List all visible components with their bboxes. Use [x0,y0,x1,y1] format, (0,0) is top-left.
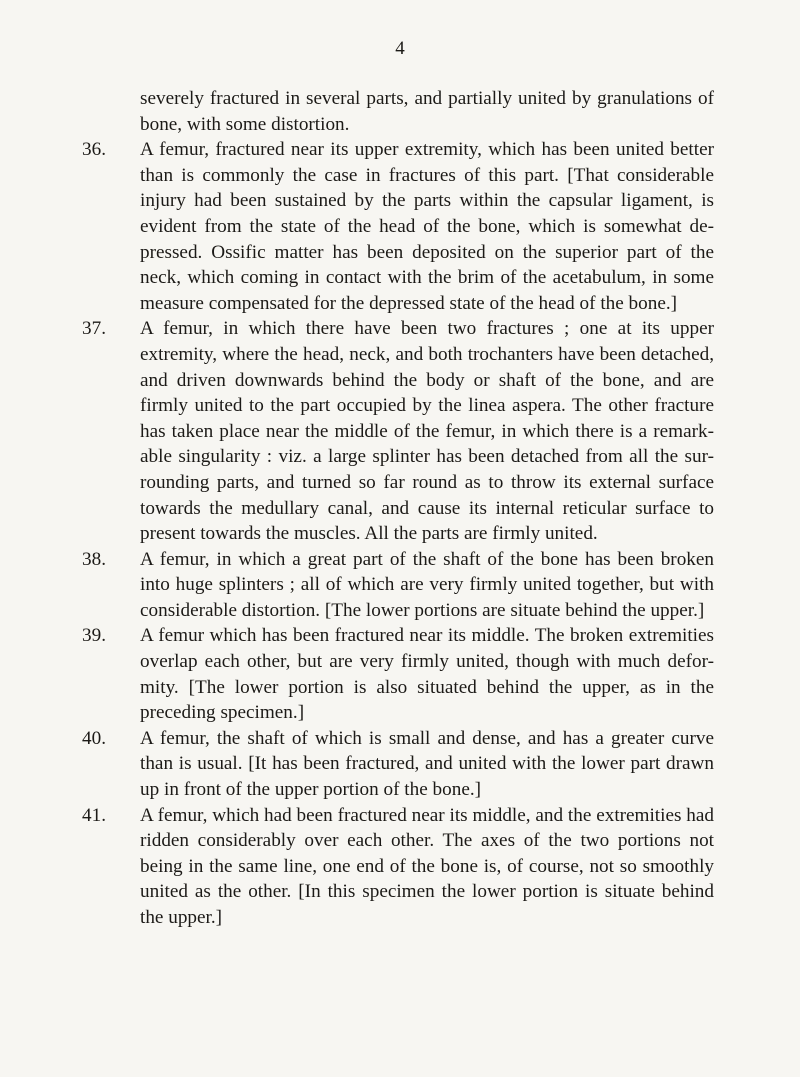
page-number: 4 [395,38,405,59]
catalogue-entry-38 [82,547,714,624]
catalogue-entry-40 [82,726,714,803]
entry-number: 38. [82,548,106,570]
catalogue-entry-39 [82,623,714,725]
entry-number: 40. [82,727,106,749]
entry-number: 39. [82,625,106,647]
entry-number: 36. [82,139,106,161]
entry-text: A femur, fractured near its upper extremity, which has been united better than is commonly the case in fractures of this part. [That considerable injury had been sustained by the parts within the capsular ligament, is evident from the state of the head of the bone, which is somewhat de- pressed. Ossific matter has been deposited on the superior part of the neck, which coming in contact with the brim of the acetabulum, in some measure compensated for the depressed state of the head of the bone.] [140,139,714,314]
entry-text: A femur which has been fractured near its middle. The broken extremities overlap each other, but are very firmly united, though with much defor- mity. [The lower portion is also situated behind the upper, as in the preceding specimen.] [140,625,714,724]
entry-text: A femur, in which a great part of the shaft of the bone has been broken into huge splinters ; all of which are very firmly united together, but with considerable distortion. [The lower portions are situate behind the upper.] [140,548,714,621]
entry-text: A femur, the shaft of which is small and dense, and has a greater curve than is usual. [It has been fractured, and united with the lower part drawn up in front of the upper portion of the bone.] [140,727,714,801]
catalogue-text [82,86,714,931]
entry-number: 37. [82,318,106,340]
entry-number: 41. [82,804,106,826]
catalogue-entry-36 [82,137,714,316]
entry-text: A femur, which had been fractured near its middle, and the extremities had ridden considerably over each other. The axes of the two portions not being in the same line, one end of the bone is, of course, not so smoothly united as the other. [In this specimen the lower portion is situate behind the upper.] [140,804,714,928]
continuation-paragraph: severely fractured in several parts, and partially united by granulations of bone, with some distortion. [140,88,714,135]
catalogue-entry-37 [82,316,714,546]
entry-text: A femur, in which there have been two fractures ; one at its upper extremity, where the head, neck, and both trochanters have been detached, and driven downwards behind the body or shaft of the bone, and are firmly united to the part occupied by the linea aspera. The other fracture has taken place near the middle of the femur, in which there is a remark- able singularity : viz. a large splinter has been detached from all the sur- rounding parts, and turned so far round as to throw its external surface towards the medullary canal, and cause its internal reticular surface to present towards the muscles. All the parts are firmly united. [140,318,714,545]
catalogue-entry-41 [82,803,714,931]
